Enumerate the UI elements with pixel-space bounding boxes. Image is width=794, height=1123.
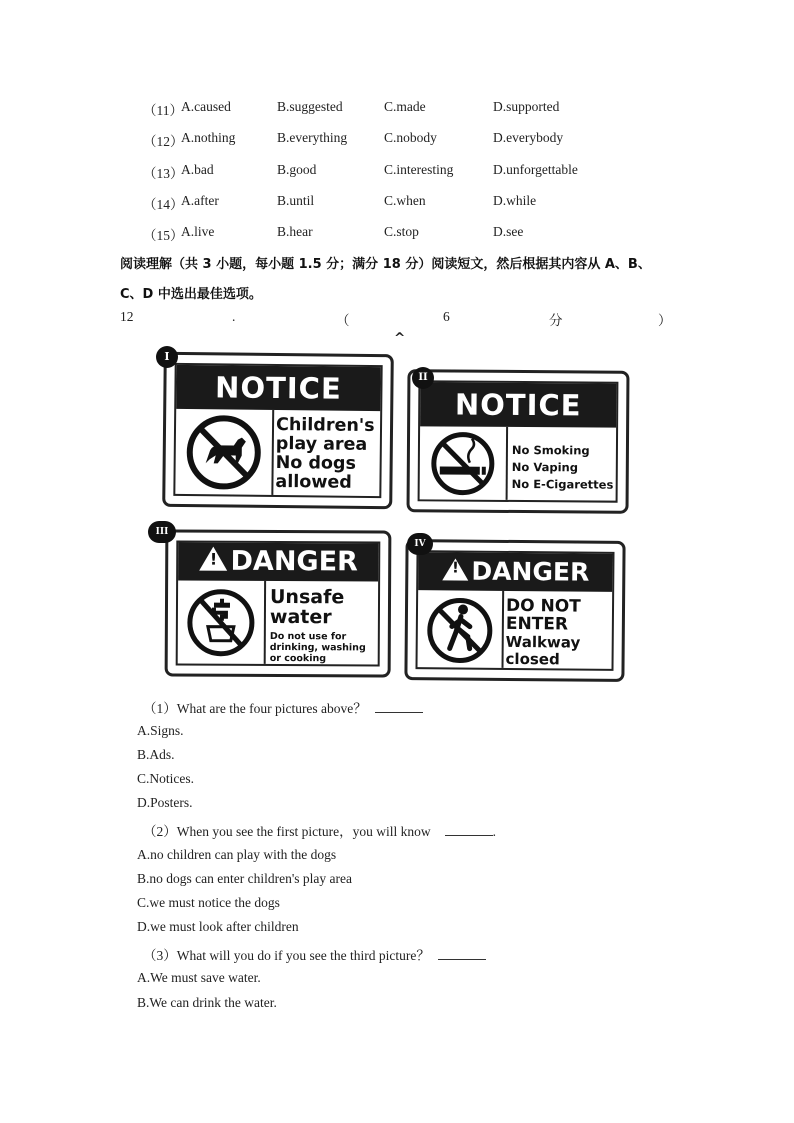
sign-header-text: DANGER xyxy=(230,545,358,578)
header-unit: 分 xyxy=(549,313,563,328)
sign-header: NOTICE xyxy=(176,365,380,411)
option-b: B.everything xyxy=(277,130,348,145)
option-d: D.while xyxy=(493,193,537,208)
option-num: （12） xyxy=(143,134,184,149)
option-c: C.interesting xyxy=(384,162,454,177)
choice: C.Notices. xyxy=(137,771,194,786)
option-c: C.stop xyxy=(384,224,419,239)
option-c: C.made xyxy=(384,99,426,114)
answer-blank xyxy=(438,947,486,960)
sign-line: No Smoking xyxy=(511,442,590,458)
no-dogs-icon xyxy=(175,409,272,496)
sign-frame xyxy=(415,550,614,671)
header-lparen: （ xyxy=(336,313,350,328)
option-a: A.live xyxy=(181,224,215,239)
sign-header xyxy=(418,552,612,592)
option-d: D.unforgettable xyxy=(493,162,578,177)
header-dot: . xyxy=(232,309,236,324)
no-pedestrian-icon xyxy=(417,590,502,671)
sign-2 xyxy=(407,369,630,514)
section-instruction-line2: C、D 中选出最佳选项。 xyxy=(120,287,262,302)
sign-line: No E-Cigarettes xyxy=(511,476,614,492)
sign-line: Walkway xyxy=(505,632,581,652)
sign-header: NOTICE xyxy=(420,382,616,427)
choice: A.We must save water. xyxy=(137,970,261,985)
section-instruction-line1: 阅读理解（共 3 小题，每小题 1.5 分；满分 18 分）阅读短文，然后根据其内容从 A、B、 xyxy=(120,257,651,272)
choice: A.Signs. xyxy=(137,723,184,738)
sign-header xyxy=(178,542,378,581)
choice: B.Ads. xyxy=(137,747,175,762)
option-a: A.after xyxy=(181,193,219,208)
option-b: B.good xyxy=(277,162,317,177)
caret-mark: ^ xyxy=(394,330,406,346)
sign-line: ENTER xyxy=(505,613,569,635)
sign-frame xyxy=(176,540,381,666)
option-row-15 xyxy=(0,224,794,244)
warning-icon: ! xyxy=(441,554,469,578)
sign-4 xyxy=(404,539,625,682)
sign-number-badge: I xyxy=(156,346,178,368)
option-num: （14） xyxy=(143,197,184,212)
sign-line: play area xyxy=(275,433,368,455)
option-num: （11） xyxy=(143,103,183,118)
choice: C.we must notice the dogs xyxy=(137,895,280,910)
option-row-14 xyxy=(0,193,794,213)
option-b: B.suggested xyxy=(277,99,343,114)
option-c: C.when xyxy=(384,193,426,208)
warning-icon: ! xyxy=(199,545,229,571)
sign-line: DO NOT xyxy=(505,595,581,617)
option-d: D.see xyxy=(493,224,524,239)
sign-small-line: or cooking xyxy=(269,652,327,665)
sign-frame xyxy=(173,363,382,498)
option-num: （13） xyxy=(143,166,184,181)
option-a: A.bad xyxy=(181,162,214,177)
choice: D.we must look after children xyxy=(137,919,299,934)
option-num: （15） xyxy=(143,228,184,243)
option-d: D.everybody xyxy=(493,130,564,145)
sign-small-line: Do not use for xyxy=(269,630,347,643)
question-stem: （3）What will you do if you see the third picture？ xyxy=(143,944,486,964)
no-smoking-icon xyxy=(420,426,507,502)
sign-line: No dogs xyxy=(275,452,357,474)
sign-line: Children's xyxy=(275,414,375,437)
sign-frame xyxy=(418,380,619,502)
sign-number-badge: II xyxy=(412,367,434,389)
question-number: 12 xyxy=(120,309,134,324)
choice: B.We can drink the water. xyxy=(137,995,277,1010)
answer-blank xyxy=(375,700,423,713)
option-b: B.until xyxy=(277,193,315,208)
sign-line: closed xyxy=(505,649,560,669)
header-score: 6 xyxy=(443,309,450,324)
option-a: A.nothing xyxy=(181,130,236,145)
option-row-11 xyxy=(0,99,794,119)
no-tap-water-icon xyxy=(178,580,264,665)
sign-1 xyxy=(162,352,394,509)
option-d: D.supported xyxy=(493,99,560,114)
sign-line: No Vaping xyxy=(511,459,579,475)
sign-number-badge: IV xyxy=(407,533,433,555)
sign-3 xyxy=(165,529,392,677)
sign-line: allowed xyxy=(275,471,352,493)
choice: B.no dogs can enter children's play area xyxy=(137,871,352,886)
question-stem: （2）When you see the first picture，you will know . xyxy=(143,824,496,839)
option-row-13 xyxy=(0,162,794,182)
header-rparen: ） xyxy=(658,313,672,328)
sign-number-badge: III xyxy=(148,521,176,543)
choice: D.Posters. xyxy=(137,795,193,810)
question-stem: （1）What are the four pictures above？ xyxy=(143,697,423,717)
sign-header-text: DANGER xyxy=(471,556,590,587)
option-a: A.caused xyxy=(181,99,231,114)
sign-small-line: drinking, washing xyxy=(269,641,366,654)
answer-blank xyxy=(445,823,493,836)
sign-line: water xyxy=(269,605,332,629)
option-c: C.nobody xyxy=(384,130,437,145)
choice: A.no children can play with the dogs xyxy=(137,847,337,862)
option-row-12 xyxy=(0,130,794,150)
sign-line: Unsafe xyxy=(269,585,345,609)
option-b: B.hear xyxy=(277,224,313,239)
